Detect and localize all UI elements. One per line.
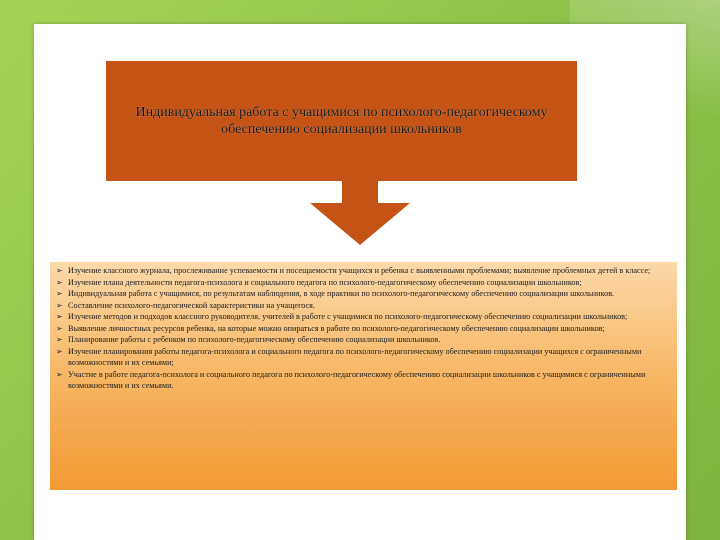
list-item (56, 369, 671, 392)
list-item (56, 346, 671, 369)
bullet-text: Участие в работе педагога-психолога и социального педагога по психолого-педагогическому обеспечению социализации школьников с учащимися с ограниченными возможностями и их семьями. (68, 369, 646, 390)
list-item (56, 334, 671, 346)
list-item (56, 288, 671, 300)
list-item (56, 265, 671, 277)
bullet-text: Изучение планирования работы педагога-психолога и социального педагога по психолого-педагогическому обеспечению социализации учащихся с ограниченными возможностями и их семьями; (68, 346, 642, 367)
bullet-text: Выявление личностных ресурсов ребенка, на которые можно опираться в работе по психолого-педагогическому обеспечению социализации школьников; (68, 323, 605, 333)
bullet-list (56, 265, 671, 392)
bullet-panel (50, 262, 677, 490)
bullet-text: Изучение методов и подходов классного руководителя, учителей в работе с учащимися по психолого-педагогическому обеспечению социализации школьников; (68, 312, 628, 321)
arrow-bullet-icon: ➢ (56, 277, 63, 287)
list-item (56, 323, 671, 335)
down-arrow-icon (342, 181, 378, 203)
arrow-bullet-icon: ➢ (56, 323, 63, 333)
slide-title: Индивидуальная работа с учащимися по психолого-педагогическому обеспечению социализации школьников (135, 105, 548, 137)
header-box (106, 61, 577, 181)
arrow-bullet-icon: ➢ (56, 266, 63, 275)
bullet-text: Планирование работы с ребенком по психолого-педагогическому обеспечению социализации школьников. (68, 335, 441, 344)
bullet-text: Изучение плана деятельности педагога-психолога и социального педагога по психолого-педагогическому обеспечению социализации школьников; (68, 277, 582, 287)
list-item (56, 311, 671, 323)
bullet-text: Составление психолого-педагогической характеристики на учащегося. (68, 300, 315, 310)
arrow-bullet-icon: ➢ (56, 300, 63, 310)
arrow-bullet-icon: ➢ (56, 289, 63, 298)
list-item (56, 277, 671, 289)
arrow-bullet-icon: ➢ (56, 312, 63, 321)
arrow-bullet-icon: ➢ (56, 335, 63, 344)
bullet-text: Индивидуальная работа с учащимися, по результатам наблюдения, в ходе практики по психолого-педагогическому обеспечению социализации школьников. (68, 289, 615, 298)
arrow-bullet-icon: ➢ (56, 369, 63, 379)
arrow-bullet-icon: ➢ (56, 346, 63, 356)
bullet-text: Изучение классного журнала, прослеживание успеваемости и посещаемости учащихся и ребенка с выявленными проблемами; выявление проблемных детей в классе; (68, 266, 651, 275)
list-item (56, 300, 671, 312)
down-arrow-head-icon (310, 203, 410, 245)
